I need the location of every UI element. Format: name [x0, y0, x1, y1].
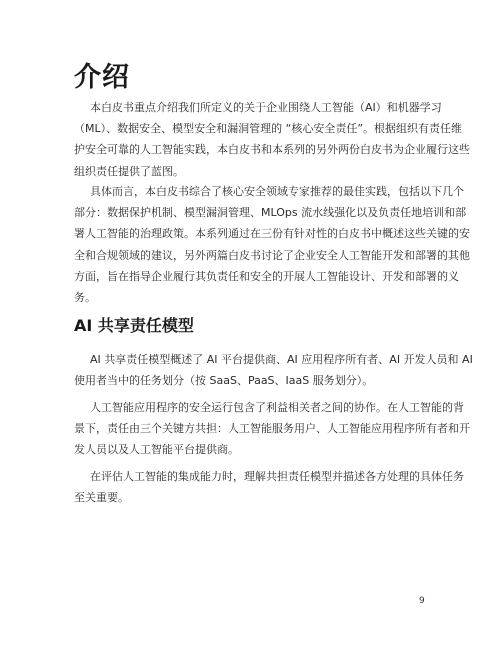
- text-line: 方面，旨在指导企业履行其负责任和安全的开展人工智能设计、开发和部署的义: [74, 269, 459, 283]
- text-line: 组织责任提供了蓝图。: [74, 164, 184, 178]
- text-line: 务。: [74, 291, 96, 305]
- intro-paragraph-1: [74, 97, 470, 182]
- page-number: 9: [419, 596, 425, 606]
- text-line: 署人工智能的治理政策。本系列通过在三份有针对性的白皮书中概述这些关键的安: [74, 227, 470, 241]
- text-line: （ML）、数据安全、模型安全和漏洞管理的 “核心安全责任”。根据组织有责任维: [74, 122, 463, 136]
- page-title: 介绍: [74, 62, 130, 93]
- text-line: 发人员以及人工智能平台提供商。: [74, 443, 239, 457]
- text-line: 景下，责任由三个关键方共担：人工智能服务用户、人工智能应用程序所有者和开: [74, 422, 470, 436]
- section-paragraph-1: [74, 349, 473, 391]
- text-line: 护安全可靠的人工智能实践，本白皮书和本系列的另外两份白皮书为企业履行这些: [74, 143, 470, 157]
- text-line: 本白皮书重点介绍我们所定义的关于企业围绕人工智能（AI）和机器学习: [90, 101, 442, 114]
- section-heading: AI 共享责任模型: [74, 316, 194, 335]
- section-paragraph-3: [74, 466, 464, 508]
- text-line: 在评估人工智能的集成能力时，理解共担责任模型并描述各方处理的具体任务: [90, 470, 464, 483]
- text-line: 部分：数据保护机制、模型漏洞管理、MLOps 流水线强化以及负责任地培训和部: [74, 206, 467, 220]
- section-paragraph-2: [74, 397, 470, 461]
- text-line: 具体而言，本白皮书综合了核心安全领域专家推荐的最佳实践，包括以下几个: [90, 185, 464, 198]
- text-line: 使用者当中的任务划分（按 SaaS、PaaS、IaaS 服务划分）。: [74, 374, 374, 388]
- text-line: 全和合规领域的建议，另外两篇白皮书讨论了企业安全人工智能开发和部署的其他: [74, 248, 470, 262]
- text-line: 人工智能应用程序的安全运行包含了利益相关者之间的协作。在人工智能的背: [90, 401, 464, 414]
- text-line: AI 共享责任模型概述了 AI 平台提供商、AI 应用程序所有者、AI 开发人员和 AI: [90, 353, 473, 366]
- text-line: 至关重要。: [74, 491, 129, 505]
- intro-paragraph-2: [74, 181, 470, 308]
